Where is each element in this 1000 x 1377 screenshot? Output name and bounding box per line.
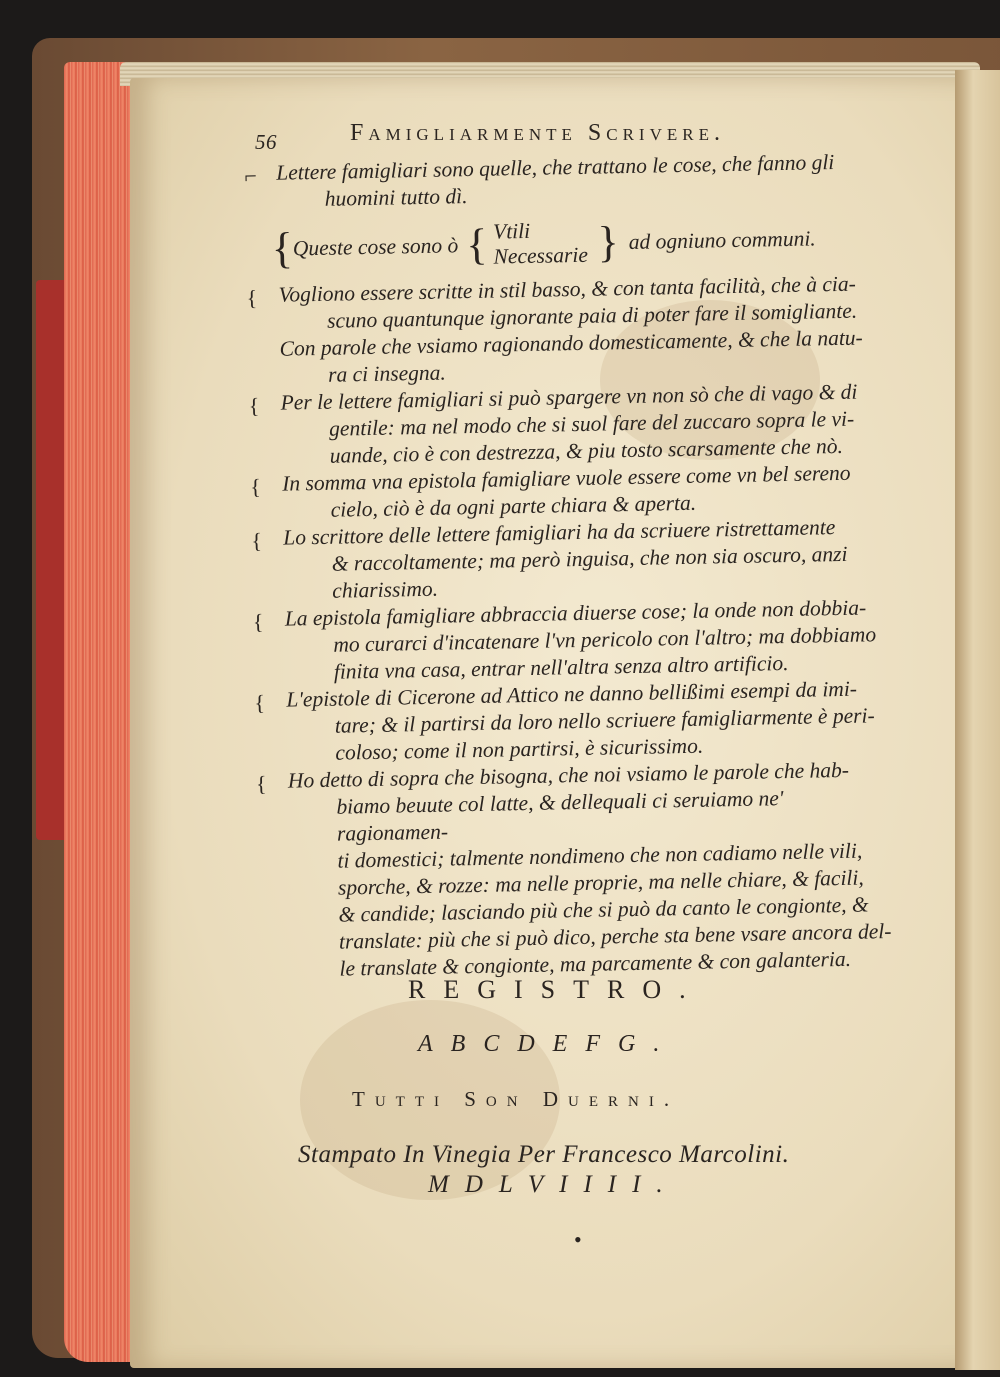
bracket-mark: { <box>246 285 258 311</box>
text-line: Queste cose sono ò <box>292 232 459 260</box>
bracket-mark: { <box>254 690 266 716</box>
option-necessarie: Necessarie <box>493 242 589 269</box>
text-line: Con parole che vsiamo ragionando domesticamente, & che la natu- <box>279 325 863 361</box>
options-stack <box>493 218 588 270</box>
signature-letters: ABCDEFG. <box>418 1031 678 1057</box>
brace-mid: { <box>465 219 488 270</box>
text-line: gentile: ma nel modo che si suol fare del zuccaro sopra le vi- <box>328 406 855 441</box>
text-line: ti domestici; talmente nondimeno che non cadiamo nelle vili, <box>337 838 863 873</box>
paragraph <box>244 148 883 214</box>
bracket-mark: ⌐ <box>244 163 257 189</box>
text-line: scuno quantunque ignorante paia di poter fare il somigliante. <box>326 298 858 333</box>
text-line: Vogliono essere scritte in stil basso, & con tanta facilità, che à cia- <box>278 271 856 307</box>
bracket-mark: { <box>250 474 262 500</box>
text-line: mo curarci d'incatenare l'vn pericolo con l'altro; ma dobbiamo <box>333 622 877 657</box>
text-line: In somma vna epistola famigliare vuole essere come vn bel sereno <box>281 460 851 496</box>
text-line: sporche, & rozze: ma nelle proprie, ma nelle chiare, & facili, <box>337 865 864 900</box>
bracket-mark: { <box>255 771 267 797</box>
facing-page-gutter <box>955 70 1000 1370</box>
page-number: 56 <box>255 130 277 154</box>
text-line: & raccoltamente; ma però inguisa, che non sia oscuro, anzi <box>331 541 848 576</box>
text-line: ad ogniuno communi. <box>628 225 816 254</box>
option-vtili: Vtili <box>492 218 531 244</box>
text-line: le translate & congionte, ma parcamente & con galanteria. <box>339 946 852 981</box>
body-text <box>244 148 898 984</box>
paragraph <box>255 756 898 984</box>
text-line: Lo scrittore delle lettere famigliari ha da scriuere ristrettamente <box>283 515 836 550</box>
imprint-line: Stampato In Vinegia Per Francesco Marcolini. <box>298 1141 790 1168</box>
text-line: L'epistole di Cicerone ad Attico ne danno bellißimi esempi da imi- <box>286 676 858 712</box>
text-line: & candide; lasciando più che si può da canto le congionte, & <box>338 892 869 927</box>
classification-row <box>271 208 884 278</box>
bracket-mark: { <box>252 609 264 635</box>
text-line: Ho detto di sopra che bisogna, che noi vsiamo le parole che hab- <box>287 757 850 793</box>
running-head: Famigliarmente Scrivere. <box>350 120 725 146</box>
text-line: cielo, ciò è da ogni parte chiara & aperta. <box>330 490 697 522</box>
text-line: ra ci insegna. <box>327 360 447 387</box>
text-line: coloso; come il non partirsi, è sicurissimo. <box>335 733 704 765</box>
text-line: huomini tutto dì. <box>324 184 468 211</box>
end-ornament: • <box>574 1227 582 1252</box>
text-line: biamo beuute col latte, & dellequali ci seruiamo ne' ragionamen- <box>336 786 784 846</box>
paragraph <box>254 675 893 768</box>
text-line: La epistola famigliare abbraccia diuerse cose; la onde non dobbia- <box>284 595 867 631</box>
imprint-year: MDLVIIII. <box>428 1171 679 1198</box>
registro-heading: REGISTRO. <box>408 975 704 1004</box>
text-line: Per le lettere famigliari si può spargere vn non sò che di vago & di <box>280 379 858 415</box>
paragraph <box>252 594 892 687</box>
gathering-note: Tutti Son Duerni. <box>352 1087 680 1111</box>
bracket-mark: { <box>248 393 260 419</box>
text-line: tare; & il partirsi da loro nello scriuere famigliarmente è peri- <box>334 703 875 738</box>
bracket-mark: { <box>251 528 263 554</box>
text-line: finita vna casa, entrar nell'altra senza altro artificio. <box>333 650 789 684</box>
text-line: Lettere famigliari sono quelle, che trattano le cose, che fanno gli <box>276 150 835 185</box>
brace-right: } <box>597 217 620 267</box>
paragraph <box>251 513 890 606</box>
text-line: uande, cio è con destrezza, & piu tosto scarsamente che nò. <box>329 433 844 468</box>
text-line: translate: più che si può dico, perche sta bene vsare ancora del- <box>338 919 892 954</box>
text-line: chiarissimo. <box>332 576 439 603</box>
paragraph <box>248 378 887 471</box>
brace-left: { <box>271 223 294 273</box>
